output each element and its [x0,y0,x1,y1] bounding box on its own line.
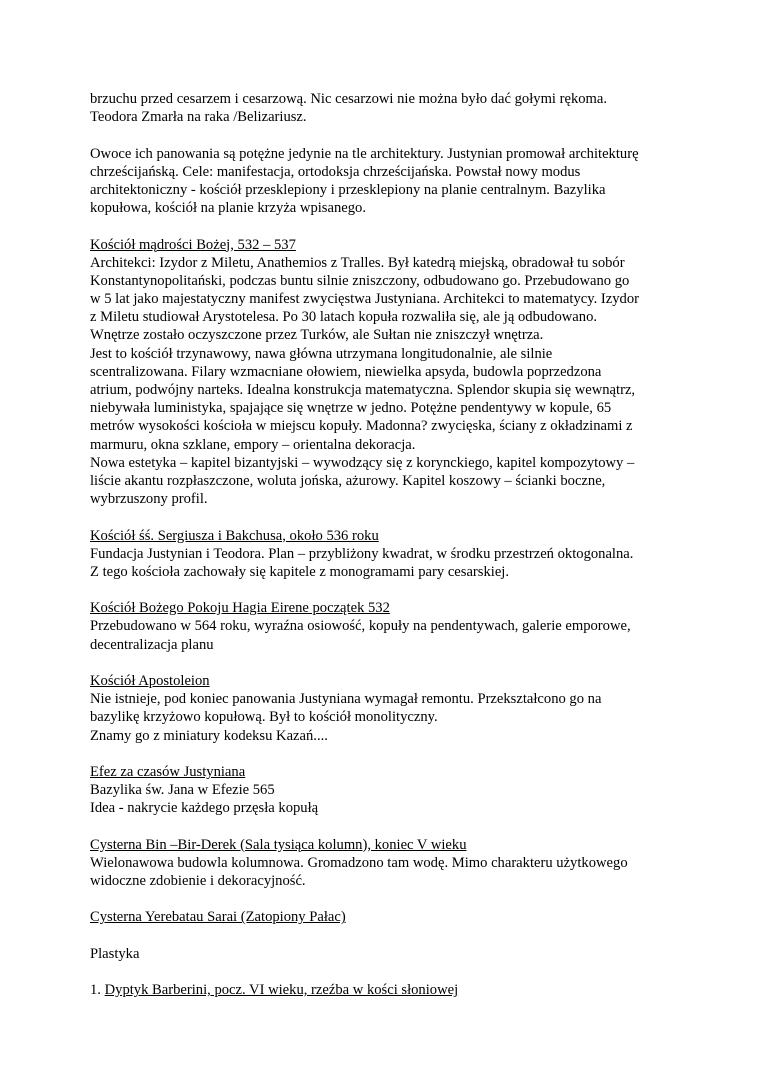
item-number: 1. [90,982,101,999]
body-line: metrów wysokości kościoła w miejscu kopuły. Madonna? zwycięska, ściany z okładzinami z [90,418,633,435]
section-heading: Cysterna Yerebatau Sarai (Zatopiony Pałac) [90,909,346,926]
blank-line [90,963,700,981]
body-line: marmuru, okna szklane, empory – orientalna dekoracja. [90,436,416,453]
body-line: Nie istnieje, pod koniec panowania Justyniana wymagał remontu. Przekształcono go na [90,691,602,708]
body-line: decentralizacja planu [90,636,214,653]
blank-line [90,581,700,599]
section-heading: Kościół Apostoleion [90,673,210,689]
document-page [90,90,700,999]
blank-line [90,890,700,908]
body-line: Wnętrze zostało oczyszczone przez Turków, ale Sułtan nie zniszczył wnętrza. [90,327,544,344]
body-line: Znamy go z miniatury kodeksu Kazań.... [90,727,328,744]
body-line: architektoniczny - kościół przesklepiony i przesklepiony na planie centralnym. Bazylika [90,181,606,198]
blank-line [90,217,700,235]
body-line: niebywała luministyka, spajające się wnętrze w jedno. Potężne pendentywy w kopule, 65 [90,400,612,417]
body-line: Nowa estetyka – kapitel bizantyjski – wywodzący się z korynckiego, kapitel kompozytowy – [90,454,635,471]
blank-line [90,654,700,672]
body-line: Konstantynopolitański, podczas buntu silnie zniszczony, odbudowano go. Przebudowano go [90,272,630,289]
body-line: atrium, podwójny narteks. Idealna konstrukcja matematyczna. Splendor skupia się wewnątrz, [90,382,636,398]
body-line: Fundacja Justynian i Teodora. Plan – przybliżony kwadrat, w środku przestrzeń oktogonalna. [90,545,634,562]
body-line: brzuchu przed cesarzem i cesarzową. Nic cesarzowi nie można było dać gołymi rękoma. [90,91,608,107]
body-line: Przebudowano w 564 roku, wyraźna osiowość, kopuły na pendentywach, galerie emporowe, [90,618,631,635]
body-line: Architekci: Izydor z Miletu, Anathemios z Tralles. Był katedrą miejską, obradował tu sobór [90,254,625,271]
blank-line [90,927,700,945]
section-heading: Kościół Bożego Pokoju Hagia Eirene początek 532 [90,600,390,617]
body-line: widoczne zdobienie i dekoracyjność. [90,873,306,890]
numbered-item [90,981,700,999]
body-line: Bazylika św. Jana w Efezie 565 [90,782,275,799]
body-line: w 5 lat jako majestatyczny manifest zwycięstwa Justyniana. Architekci to matematycy. Izydor [90,291,639,308]
body-line: wybrzuszony profil. [90,491,208,508]
body-line: bazylikę krzyżowo kopułową. Był to kościół monolityczny. [90,709,438,726]
body-line: Jest to kościół trzynawowy, nawa główna utrzymana longitudonalnie, ale silnie [90,345,553,362]
section-heading: Kościół mądrości Bożej, 532 – 537 [90,236,296,253]
body-line: Plastyka [90,945,140,962]
body-line: z Miletu studiował Arystotelesa. Po 30 latach kopuła rozwaliła się, ale ją odbudowano. [90,309,598,326]
section-heading: Cysterna Bin –Bir-Derek (Sala tysiąca kolumn), koniec V wieku [90,836,467,853]
body-line: Wielonawowa budowla kolumnowa. Gromadzono tam wodę. Mimo charakteru użytkowego [90,854,628,871]
body-line: Teodora Zmarła na raka /Belizariusz. [90,109,307,126]
section-heading: Efez za czasów Justyniana [90,763,246,780]
section-heading: Dyptyk Barberini, pocz. VI wieku, rzeźba w kości słoniowej [104,982,459,999]
body-line: Z tego kościoła zachowały się kapitele z monogramami pary cesarskiej. [90,563,510,580]
body-line: liście akantu rozpłaszczone, woluta jońska, ażurowy. Kapitel koszowy – ścianki boczne, [90,472,606,489]
body-line: Idea - nakrycie każdego przęsła kopułą [90,800,319,817]
section-heading: Kościół śś. Sergiusza i Bakchusa, około 536 roku [90,527,379,544]
blank-line [90,745,700,763]
body-line: kopułowa, kościół na planie krzyża wpisanego. [90,200,366,217]
body-line: scentralizowana. Filary wzmacniane ołowiem, niewielka apsyda, budowla poprzedzona [90,363,602,380]
blank-line [90,508,700,526]
blank-line [90,126,700,144]
body-line: chrześcijańską. Cele: manifestacja, ortodoksja chrześcijańska. Powstał nowy modus [90,163,581,180]
blank-line [90,818,700,836]
body-line: Owoce ich panowania są potężne jedynie na tle architektury. Justynian promował architekturę [90,145,639,162]
